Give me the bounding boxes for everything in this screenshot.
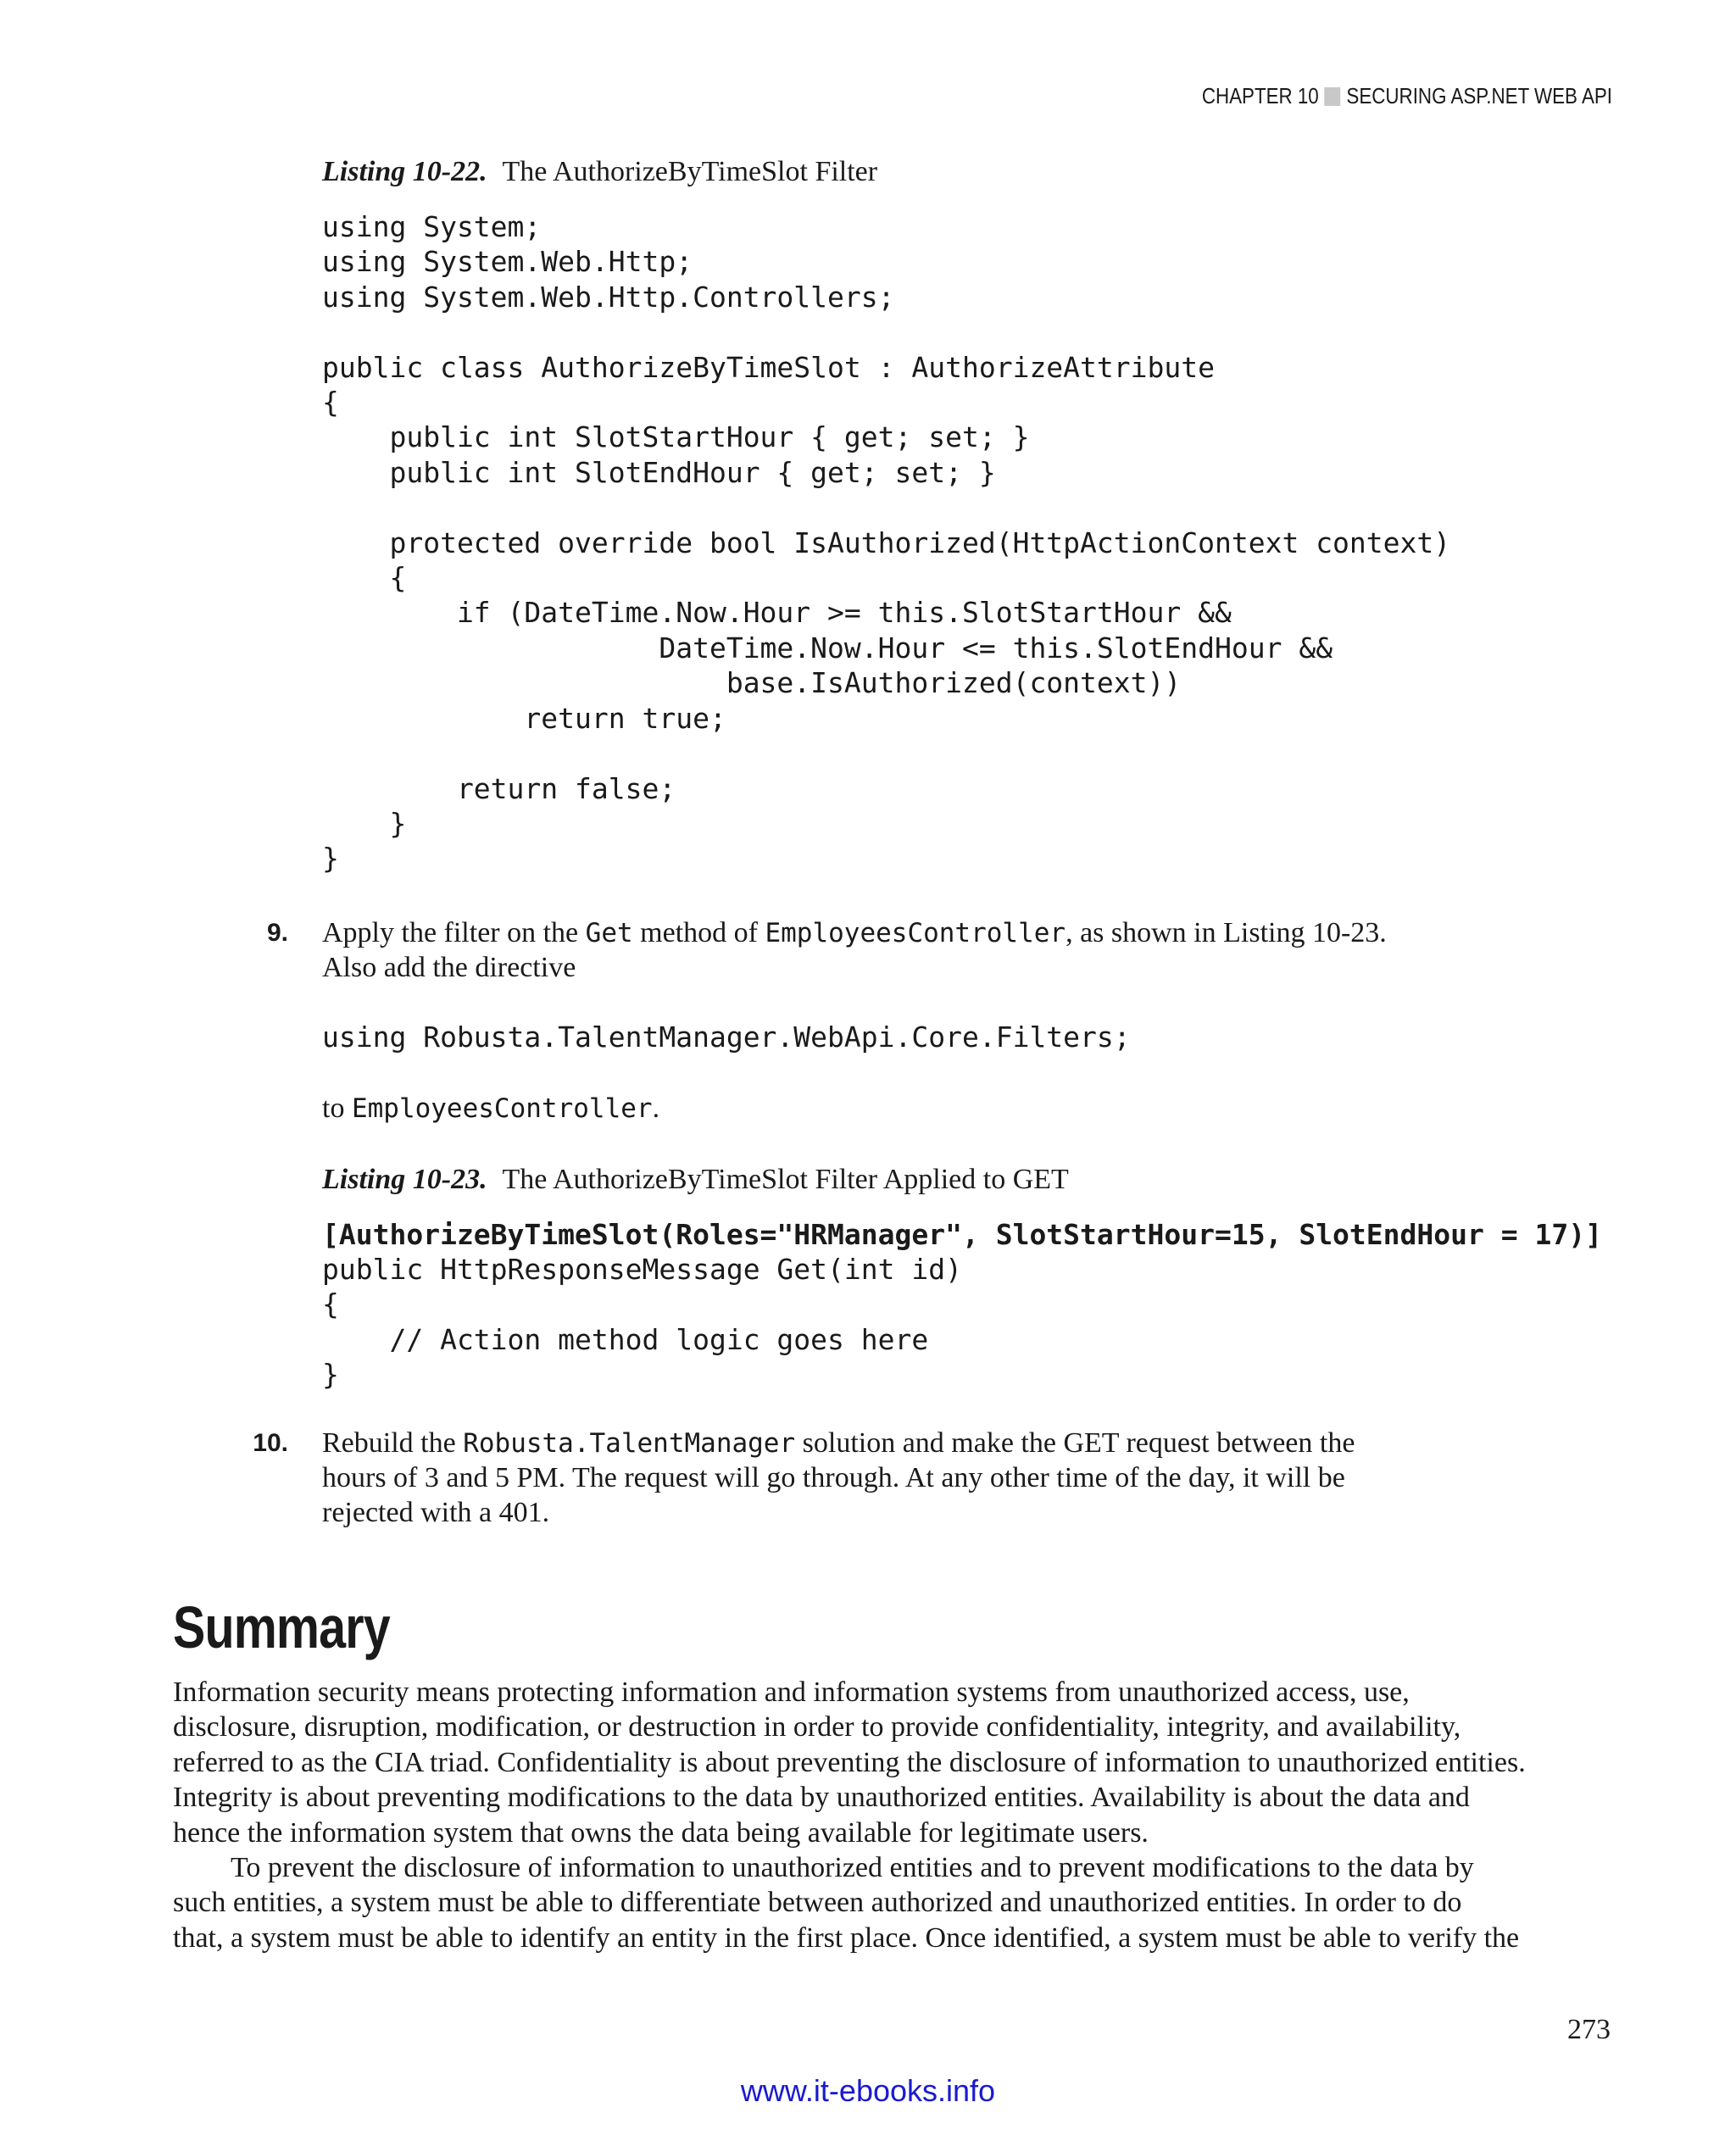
step-9-text-part: . [652,1093,660,1124]
step-9-text [322,915,1387,951]
step-9-text-part: Apply the filter on the [322,917,586,948]
listing-label: Listing 10-22. [322,156,487,187]
summary-line: To prevent the disclosure of information to unauthorized entities and to prevent modifications to the data by [231,1852,1474,1884]
step-10-number: 10. [253,1429,288,1457]
chapter-label: CHAPTER 10 [1201,83,1319,108]
using-directive-code: using Robusta.TalentManager.WebApi.Core.Filters; [322,1020,1131,1054]
step-10-line-2: hours of 3 and 5 PM. The request will go through. At any other time of the day, it will be [322,1462,1345,1493]
step-10-text [322,1426,1355,1461]
summary-line: referred to as the CIA triad. Confidentiality is about preventing the disclosure of information to unauthorized entities. [173,1746,1526,1778]
summary-line: disclosure, disruption, modification, or destruction in order to provide confidentiality, integrity, and availability, [173,1711,1461,1743]
summary-heading: Summary [173,1594,390,1660]
summary-line: hence the information system that owns the data being available for legitimate users. [173,1816,1149,1849]
listing-10-23-code: public HttpResponseMessage Get(int id) { // Action method logic goes here } [322,1253,962,1392]
summary-line: Information security means protecting information and information systems from unauthorized access, use, [173,1677,1410,1708]
inline-code-robusta-talentmanager: Robusta.TalentManager [463,1428,796,1459]
step-9-number: 9. [266,919,288,947]
footer-link[interactable]: www.it-ebooks.info [740,2073,996,2108]
inline-code-employees-controller: EmployeesController [351,1093,653,1124]
running-head [1202,83,1612,109]
summary-line: such entities, a system must be able to differentiate between authorized and unauthorized entities. In order to do [173,1887,1462,1919]
step-9-text-part: to [322,1093,352,1124]
step-9-after-text [322,1091,659,1126]
step-10-text-part: solution and make the GET request between the [795,1427,1355,1459]
listing-10-23-caption [322,1165,1069,1194]
step-9-line-2: Also add the directive [322,952,576,983]
chapter-title: SECURING ASP.NET WEB API [1346,83,1612,108]
step-10-line-3: rejected with a 401. [322,1497,550,1528]
separator-square-icon [1325,87,1341,106]
inline-code-get: Get [585,918,633,948]
step-10-text-part: Rebuild the [322,1427,464,1459]
listing-title: The AuthorizeByTimeSlot Filter [502,156,878,187]
listing-10-22-caption [322,158,877,186]
step-9-text-part: method of [632,917,765,948]
listing-10-23-attribute-line: [AuthorizeByTimeSlot(Roles="HRManager", SlotStartHour=15, SlotEndHour = 17)] [322,1218,1602,1251]
step-9-text-part: , as shown in Listing 10-23. [1066,917,1387,948]
listing-10-22-code: using System; using System.Web.Http; using System.Web.Http.Controllers; public class AuthorizeByTimeSlot : AuthorizeAttribute { public int SlotStartHour { get; set; } public int SlotEndHour { get; set; } protected override bool IsAuthorized(HttpActionContext context) { if (DateTime.Now.Hour >= this.SlotStartHour && DateTime.Now.Hour <= this.SlotEndHour && base.IsAuthorized(context)) return true; return false; } } [322,210,1451,876]
inline-code-employees-controller: EmployeesController [765,918,1066,948]
listing-title: The AuthorizeByTimeSlot Filter Applied to GET [502,1164,1069,1195]
summary-body [173,1675,1614,1955]
listing-label: Listing 10-23. [322,1164,487,1195]
summary-line: that, a system must be able to identify an entity in the first place. Once identified, a system must be able to verify the [173,1921,1520,1954]
page-number: 273 [1567,2014,1611,2045]
summary-line: Integrity is about preventing modifications to the data by unauthorized entities. Availability is about the data and [173,1782,1470,1814]
